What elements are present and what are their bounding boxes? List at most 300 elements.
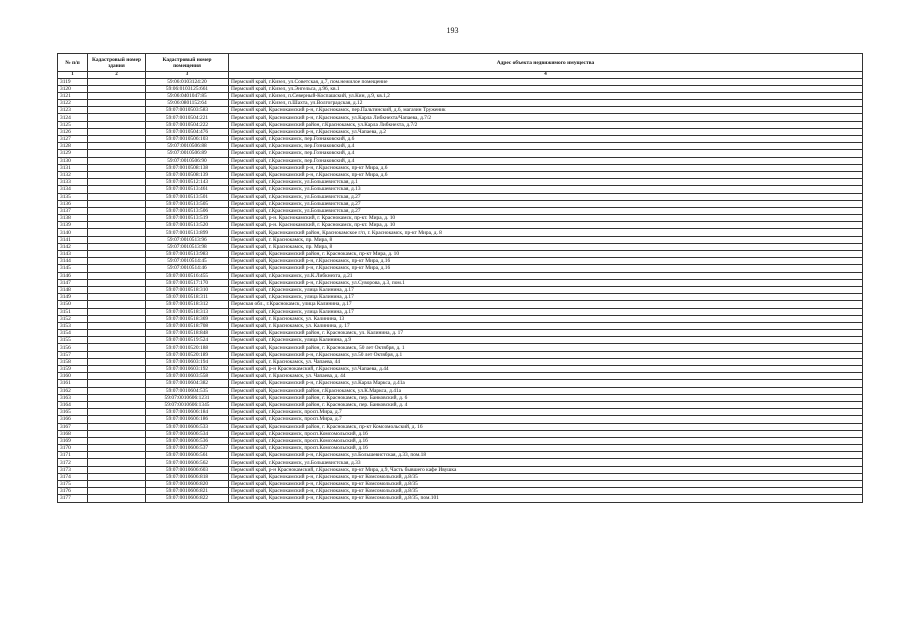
building-cadastral-number: [88, 114, 146, 121]
column-index-2: 2: [88, 72, 146, 79]
room-cadastral-number: 59:06:0801152:64: [146, 100, 229, 107]
row-number: 3152: [58, 315, 88, 322]
row-number: 3128: [58, 143, 88, 150]
table-row: [58, 437, 863, 444]
building-cadastral-number: [88, 430, 146, 437]
building-cadastral-number: [88, 265, 146, 272]
table-row: [58, 416, 863, 423]
building-cadastral-number: [88, 394, 146, 401]
table-row: [58, 193, 863, 200]
room-cadastral-number: 59:06:0103124:20: [146, 78, 229, 85]
room-cadastral-number: 59:07:0010513:461: [146, 186, 229, 193]
property-address: Пермский край, Краснокамский р-н, г.Краснокамск, пр-кт Мира, д.6: [229, 171, 863, 178]
room-cadastral-number: 59:07:0010606:562: [146, 459, 229, 466]
building-cadastral-number: [88, 200, 146, 207]
building-cadastral-number: [88, 358, 146, 365]
building-cadastral-number: [88, 229, 146, 236]
table-row: [58, 322, 863, 329]
room-cadastral-number: 59:07:0010513:96: [146, 236, 229, 243]
row-number: 3139: [58, 222, 88, 229]
row-number: 3132: [58, 171, 88, 178]
row-number: 3125: [58, 121, 88, 128]
table-row: [58, 387, 863, 394]
property-address: Пермский край, г.Краснокамск, пер.Гознаковский, д.6: [229, 136, 863, 143]
table-row: [58, 100, 863, 107]
room-cadastral-number: 59:07:0010513:520: [146, 222, 229, 229]
building-cadastral-number: [88, 193, 146, 200]
table-row: [58, 423, 863, 430]
row-number: 3135: [58, 193, 88, 200]
building-cadastral-number: [88, 488, 146, 495]
row-number: 3119: [58, 78, 88, 85]
table-row: [58, 445, 863, 452]
room-cadastral-number: 59:07:0010514:45: [146, 258, 229, 265]
table-row: [58, 229, 863, 236]
property-address: Пермский край, Краснокамский р-н, г.Краснокамск, пр-кт Комсомольский, д.8/35: [229, 488, 863, 495]
row-number: 3121: [58, 92, 88, 99]
table-row: [58, 452, 863, 459]
property-address: Пермский край, г.Краснокамск, просп.Комсомольский, д.16: [229, 445, 863, 452]
property-address: Пермский край, г. Краснокамск, ул. Калинина, д. 17: [229, 322, 863, 329]
building-cadastral-number: [88, 344, 146, 351]
building-cadastral-number: [88, 366, 146, 373]
table-row: [58, 308, 863, 315]
page-number: 193: [446, 26, 459, 35]
building-cadastral-number: [88, 171, 146, 178]
row-number: 3131: [58, 164, 88, 171]
property-address: Пермский край, р-н. Краснокамский, г. Краснокамск, пр-кт. Мира, д. 10: [229, 215, 863, 222]
table-row: [58, 401, 863, 408]
room-cadastral-number: 59:07:0010513:519: [146, 215, 229, 222]
room-cadastral-number: 59:07:0010518:369: [146, 315, 229, 322]
property-address: Пермский край, Краснокамский р-н, г.Краснокамск, пер.Пальтинский, д.6, магазин Труженик: [229, 107, 863, 114]
property-address: Пермский край, г.Краснокамск, просп.Комсомольский, д.16: [229, 430, 863, 437]
property-address: Пермский край, г.Краснокамск, ул.Большевистская, д.13: [229, 186, 863, 193]
row-number: 3136: [58, 200, 88, 207]
row-number: 3171: [58, 452, 88, 459]
building-cadastral-number: [88, 401, 146, 408]
room-cadastral-number: 59:07:0010508:139: [146, 171, 229, 178]
room-cadastral-number: 59:07:0010606:820: [146, 481, 229, 488]
table-row: [58, 157, 863, 164]
property-address: Пермский край, Краснокамский р-н, г.Краснокамск, пр-кт Мира, д.16: [229, 258, 863, 265]
row-number: 3130: [58, 157, 88, 164]
table-row: [58, 258, 863, 265]
row-number: 3145: [58, 265, 88, 272]
property-address: Пермский край, г.Краснокамск, ул.Большевистская, д.27: [229, 200, 863, 207]
row-number: 3158: [58, 358, 88, 365]
table-row: [58, 473, 863, 480]
row-number: 3176: [58, 488, 88, 495]
property-registry-table: [57, 53, 863, 503]
property-address: Пермский край, г. Краснокамск, ул. Чапаева, д. 44: [229, 373, 863, 380]
row-number: 3160: [58, 373, 88, 380]
property-address: Пермский край, Краснокамский р-н, г.Краснокамск, ул.Чапаева, д.2: [229, 128, 863, 135]
building-cadastral-number: [88, 128, 146, 135]
row-number: 3170: [58, 445, 88, 452]
property-address: Пермский край, г. Краснокамск, пр. Мира, 8: [229, 243, 863, 250]
table-row: [58, 121, 863, 128]
property-address: Пермский край, Краснокамский район, г. Краснокамск, пер. Банковский, д. 4: [229, 401, 863, 408]
room-cadastral-number: 59:07:0010516:455: [146, 272, 229, 279]
row-number: 3126: [58, 128, 88, 135]
table-row: [58, 143, 863, 150]
table-row: [58, 394, 863, 401]
row-number: 3172: [58, 459, 88, 466]
property-address: Пермский край, г.Краснокамск, пер.Гознаковский, д.4: [229, 157, 863, 164]
building-cadastral-number: [88, 445, 146, 452]
room-cadastral-number: 59:07:0010604:535: [146, 387, 229, 394]
building-cadastral-number: [88, 387, 146, 394]
row-number: 3142: [58, 243, 88, 250]
table-row: [58, 207, 863, 214]
table-row: [58, 171, 863, 178]
room-cadastral-number: 59:07:0010520:189: [146, 351, 229, 358]
property-address: Пермский край, г. Краснокамск, ул. Калинина, 13: [229, 315, 863, 322]
table-row: [58, 481, 863, 488]
building-cadastral-number: [88, 215, 146, 222]
property-address: Пермский край, Краснокамский р-н, г.Краснокамск, пр-кт Комсомольский, д.8/35: [229, 473, 863, 480]
row-number: 3146: [58, 272, 88, 279]
building-cadastral-number: [88, 92, 146, 99]
property-address: Пермский край, г.Кизел, ул.Энгельса, д.96, кв.1: [229, 85, 863, 92]
room-cadastral-number: 59:07:0010504:221: [146, 114, 229, 121]
room-cadastral-number: 59:07:0010514:46: [146, 265, 229, 272]
building-cadastral-number: [88, 330, 146, 337]
property-address: Пермский край, Краснокамский р-н, г.Краснокамск, ул.50 лет Октября, д.1: [229, 351, 863, 358]
building-cadastral-number: [88, 373, 146, 380]
room-cadastral-number: 59:07:0010606:603: [146, 466, 229, 473]
room-cadastral-number: 59:07:0010603:192: [146, 366, 229, 373]
building-cadastral-number: [88, 294, 146, 301]
row-number: 3173: [58, 466, 88, 473]
row-number: 3123: [58, 107, 88, 114]
row-number: 3177: [58, 495, 88, 502]
property-address: Пермский край, г.Краснокамск, улица Калинина, д.17: [229, 294, 863, 301]
table-row: [58, 495, 863, 502]
property-address: Пермский край, г.Краснокамск, ул.Большевистская, д.27: [229, 207, 863, 214]
row-number: 3159: [58, 366, 88, 373]
property-address: Пермский край, Краснокамский р-н, г.Краснокамск, ул.Большевистская, д.33, пом.18: [229, 452, 863, 459]
room-cadastral-number: 59:07:0010606:184: [146, 409, 229, 416]
building-cadastral-number: [88, 322, 146, 329]
room-cadastral-number: 59:07:0010504:222: [146, 121, 229, 128]
table-row: [58, 315, 863, 322]
room-cadastral-number: 59:07:0010606:534: [146, 430, 229, 437]
property-address: Пермский край, р-н Краснокамский, г.Краснокамск, пр-кт Мира, д.9, Часть бывшего кафе Ивушка: [229, 466, 863, 473]
row-number: 3166: [58, 416, 88, 423]
room-cadastral-number: 59:07:0010606:1231: [146, 394, 229, 401]
building-cadastral-number: [88, 272, 146, 279]
property-address: Пермский край, г.Краснокамск, пер.Гознаковский, д.4: [229, 150, 863, 157]
row-number: 3140: [58, 229, 88, 236]
table-row: [58, 358, 863, 365]
building-cadastral-number: [88, 409, 146, 416]
property-address: Пермский край, г.Краснокамск, ул.Большевистская, д.27: [229, 193, 863, 200]
column-index-4: 4: [229, 72, 863, 79]
table-row: [58, 272, 863, 279]
table-row: [58, 301, 863, 308]
row-number: 3168: [58, 430, 88, 437]
property-address: Пермский край, Краснокамский район, г. Краснокамск, пр-кт Комсомольский, д. 16: [229, 423, 863, 430]
room-cadastral-number: 59:07:0010606:561: [146, 452, 229, 459]
column-index-1: 1: [58, 72, 88, 79]
building-cadastral-number: [88, 179, 146, 186]
row-number: 3162: [58, 387, 88, 394]
room-cadastral-number: 59:07:0010508:138: [146, 164, 229, 171]
room-cadastral-number: 59:07:0010513:98: [146, 243, 229, 250]
building-cadastral-number: [88, 85, 146, 92]
row-number: 3165: [58, 409, 88, 416]
row-number: 3120: [58, 85, 88, 92]
property-address: Пермский край, р-н. Краснокамский, г. Краснокамск, пр-кт. Мира, д. 10: [229, 222, 863, 229]
property-address: Пермская обл., г.Краснокамск, улица Калинина, д.17: [229, 301, 863, 308]
row-number: 3141: [58, 236, 88, 243]
table-row: [58, 409, 863, 416]
column-header-number: № п/п: [58, 54, 88, 72]
room-cadastral-number: 59:07:0010606:822: [146, 495, 229, 502]
property-address: Пермский край, г.Кизел, п.Шахта, ул.Волгоградская, д.12: [229, 100, 863, 107]
column-header-address: Адрес объекта недвижимого имущества: [229, 54, 863, 72]
table-row: [58, 186, 863, 193]
table-row: [58, 150, 863, 157]
property-address: Пермский край, Краснокамский р-н, г.Краснокамск, ул.Суворова, д.3, пом.1: [229, 279, 863, 286]
building-cadastral-number: [88, 150, 146, 157]
property-address: Пермский край, Краснокамский р-н, г.Краснокамск, пр-кт Мира, д.6: [229, 164, 863, 171]
property-address: Пермский край, Краснокамский район, Краснокамское г/п, г. Краснокамск, пр-кт Мира, д. 8: [229, 229, 863, 236]
building-cadastral-number: [88, 136, 146, 143]
room-cadastral-number: 59:07:0010513:899: [146, 229, 229, 236]
building-cadastral-number: [88, 315, 146, 322]
room-cadastral-number: 59:07:0010513:506: [146, 207, 229, 214]
building-cadastral-number: [88, 380, 146, 387]
room-cadastral-number: 59:07:0010603:194: [146, 358, 229, 365]
room-cadastral-number: 59:07:0010520:188: [146, 344, 229, 351]
table-row: [58, 215, 863, 222]
room-cadastral-number: 59:07:0010606:818: [146, 473, 229, 480]
column-header-room-cadastral: Кадастровый номер помещения: [146, 54, 229, 72]
row-number: 3144: [58, 258, 88, 265]
table-row: [58, 366, 863, 373]
building-cadastral-number: [88, 351, 146, 358]
property-address: Пермский край, г.Краснокамск, ул.Большевистская, д.1: [229, 179, 863, 186]
row-number: 3124: [58, 114, 88, 121]
row-number: 3137: [58, 207, 88, 214]
building-cadastral-number: [88, 258, 146, 265]
property-address: Пермский край, г.Краснокамск, улица Калинина, д.17: [229, 308, 863, 315]
building-cadastral-number: [88, 452, 146, 459]
table-row: [58, 200, 863, 207]
table-row: [58, 351, 863, 358]
table-row: [58, 430, 863, 437]
property-address: Пермский край, г.Краснокамск, просп.Мира, д.7: [229, 416, 863, 423]
table-row: [58, 373, 863, 380]
row-number: 3149: [58, 294, 88, 301]
building-cadastral-number: [88, 164, 146, 171]
table-row: [58, 164, 863, 171]
room-cadastral-number: 59:07:0010606:536: [146, 437, 229, 444]
table-row: [58, 243, 863, 250]
building-cadastral-number: [88, 186, 146, 193]
table-row: [58, 236, 863, 243]
table-row: [58, 179, 863, 186]
row-number: 3156: [58, 344, 88, 351]
room-cadastral-number: 59:07:0010518:310: [146, 286, 229, 293]
property-address: Пермский край, г.Краснокамск, улица Калинина, д.9: [229, 337, 863, 344]
property-address: Пермский край, г.Кизел, ул.Советская, д.7, пом.нежилое помещение: [229, 78, 863, 85]
table-row: [58, 107, 863, 114]
table-row: [58, 251, 863, 258]
room-cadastral-number: 59:07:0010603:558: [146, 373, 229, 380]
property-address: Пермский край, Краснокамский р-н, г.Краснокамск, ул.Карла Маркса, д.41а: [229, 380, 863, 387]
table-row: [58, 128, 863, 135]
property-address: Пермский край, г.Краснокамск, ул.К.Либкнехта, д.21: [229, 272, 863, 279]
room-cadastral-number: 59:07:0010604:382: [146, 380, 229, 387]
row-number: 3164: [58, 401, 88, 408]
property-address: Пермский край, Краснокамский р-н, г.Краснокамск, ул.Карла Либкнехта/Чапаева, д.7/2: [229, 114, 863, 121]
room-cadastral-number: 59:07:0010506:103: [146, 136, 229, 143]
building-cadastral-number: [88, 107, 146, 114]
building-cadastral-number: [88, 157, 146, 164]
row-number: 3167: [58, 423, 88, 430]
row-number: 3134: [58, 186, 88, 193]
table-row: [58, 344, 863, 351]
building-cadastral-number: [88, 301, 146, 308]
room-cadastral-number: 59:06:0103125:661: [146, 85, 229, 92]
row-number: 3129: [58, 150, 88, 157]
table-row: [58, 466, 863, 473]
room-cadastral-number: 59:07:0010606:1345: [146, 401, 229, 408]
room-cadastral-number: 59:07:0010606:537: [146, 445, 229, 452]
property-address: Пермский край, г. Краснокамск, пр. Мира, 8: [229, 236, 863, 243]
building-cadastral-number: [88, 121, 146, 128]
room-cadastral-number: 59:07:0010518:312: [146, 301, 229, 308]
building-cadastral-number: [88, 437, 146, 444]
row-number: 3153: [58, 322, 88, 329]
building-cadastral-number: [88, 466, 146, 473]
property-address: Пермский край, Краснокамский р-н, г.Краснокамск, пр-кт Комсомольский, д.8/35, пом.101: [229, 495, 863, 502]
table-row: [58, 488, 863, 495]
room-cadastral-number: 59:07:0010506:88: [146, 143, 229, 150]
table-row: [58, 136, 863, 143]
property-address: Пермский край, Краснокамский район, г. Краснокамск, 50 лет Октября, д. 1: [229, 344, 863, 351]
room-cadastral-number: 59:07:0010518:848: [146, 330, 229, 337]
row-number: 3148: [58, 286, 88, 293]
building-cadastral-number: [88, 100, 146, 107]
row-number: 3122: [58, 100, 88, 107]
table-row: [58, 337, 863, 344]
row-number: 3127: [58, 136, 88, 143]
property-address: Пермский край, г.Краснокамск, просп.Мира, д.7: [229, 409, 863, 416]
property-address: Пермский край, Краснокамский р-н, г.Краснокамск, пр-кт Комсомольский, д.8/35: [229, 481, 863, 488]
property-address: Пермский край, г.Краснокамск, улица Калинина, д.17: [229, 286, 863, 293]
table-row: [58, 78, 863, 85]
room-cadastral-number: 59:07:0010606:533: [146, 423, 229, 430]
row-number: 3143: [58, 251, 88, 258]
row-number: 3147: [58, 279, 88, 286]
room-cadastral-number: 59:07:0010512:143: [146, 179, 229, 186]
table-body: [58, 78, 863, 502]
row-number: 3161: [58, 380, 88, 387]
building-cadastral-number: [88, 308, 146, 315]
building-cadastral-number: [88, 207, 146, 214]
property-address: Пермский край, г. Краснокамск, ул. Чапаева, 44: [229, 358, 863, 365]
row-number: 3154: [58, 330, 88, 337]
property-address: Пермский край, Краснокамский р-н, г.Краснокамск, пр-кт Мира, д.16: [229, 265, 863, 272]
building-cadastral-number: [88, 236, 146, 243]
building-cadastral-number: [88, 279, 146, 286]
row-number: 3138: [58, 215, 88, 222]
building-cadastral-number: [88, 337, 146, 344]
building-cadastral-number: [88, 243, 146, 250]
table-row: [58, 330, 863, 337]
building-cadastral-number: [88, 459, 146, 466]
property-address: Пермский край, р-н Краснокамский, г.Краснокамск, ул.Чапаева, д.44: [229, 366, 863, 373]
room-cadastral-number: 59:07:0010513:505: [146, 200, 229, 207]
room-cadastral-number: 59:07:0010606:186: [146, 416, 229, 423]
room-cadastral-number: 59:07:0010518:311: [146, 294, 229, 301]
table-row: [58, 222, 863, 229]
room-cadastral-number: 59:07:0010504:476: [146, 128, 229, 135]
property-address: Пермский край, Краснокамский район, г.Краснокамск, ул.Карла Либкнехта, д.7/2: [229, 121, 863, 128]
table-header-row: [58, 54, 863, 72]
room-cadastral-number: 59:07:0010518:313: [146, 308, 229, 315]
building-cadastral-number: [88, 78, 146, 85]
property-address: Пермский край, Краснокамский район, г. Краснокамск, ул. Калинина, д. 17: [229, 330, 863, 337]
property-address: Пермский край, г.Краснокамск, ул.Большевистская, д.33: [229, 459, 863, 466]
column-header-building-cadastral: Кадастровый номер здания: [88, 54, 146, 72]
room-cadastral-number: 59:07:0010513:983: [146, 251, 229, 258]
room-cadastral-number: 59:07:0010519:524: [146, 337, 229, 344]
row-number: 3175: [58, 481, 88, 488]
table-row: [58, 265, 863, 272]
table-row: [58, 85, 863, 92]
room-cadastral-number: 59:07:0010517:170: [146, 279, 229, 286]
building-cadastral-number: [88, 416, 146, 423]
table-row: [58, 114, 863, 121]
room-cadastral-number: 59:07:0010606:821: [146, 488, 229, 495]
table-row: [58, 380, 863, 387]
table-row: [58, 92, 863, 99]
building-cadastral-number: [88, 222, 146, 229]
building-cadastral-number: [88, 495, 146, 502]
property-address: Пермский край, г.Краснокамск, просп.Комсомольский, д.16: [229, 437, 863, 444]
row-number: 3174: [58, 473, 88, 480]
room-cadastral-number: 59:07:0010518:708: [146, 322, 229, 329]
property-address: Пермский край, Краснокамский район, г. Краснокамск, пр-кт Мира, д. 10: [229, 251, 863, 258]
row-number: 3157: [58, 351, 88, 358]
room-cadastral-number: 59:07:0010513:501: [146, 193, 229, 200]
row-number: 3155: [58, 337, 88, 344]
row-number: 3150: [58, 301, 88, 308]
building-cadastral-number: [88, 251, 146, 258]
room-cadastral-number: 59:07:0010503:583: [146, 107, 229, 114]
property-address: Пермский край, г.Кизел, п.Северный-Коспашский, ул.Кин, д.9, кв.1,2: [229, 92, 863, 99]
building-cadastral-number: [88, 143, 146, 150]
room-cadastral-number: 59:07:0010506:89: [146, 150, 229, 157]
building-cadastral-number: [88, 423, 146, 430]
table-row: [58, 286, 863, 293]
room-cadastral-number: 59:07:0010506:90: [146, 157, 229, 164]
table-row: [58, 459, 863, 466]
row-number: 3151: [58, 308, 88, 315]
property-address: Пермский край, Краснокамский район, г. Краснокамск, пер. Банковский, д. 6: [229, 394, 863, 401]
property-address: Пермский край, г.Краснокамск, пер.Гознаковский, д.4: [229, 143, 863, 150]
table-row: [58, 294, 863, 301]
building-cadastral-number: [88, 473, 146, 480]
building-cadastral-number: [88, 286, 146, 293]
column-index-3: 3: [146, 72, 229, 79]
